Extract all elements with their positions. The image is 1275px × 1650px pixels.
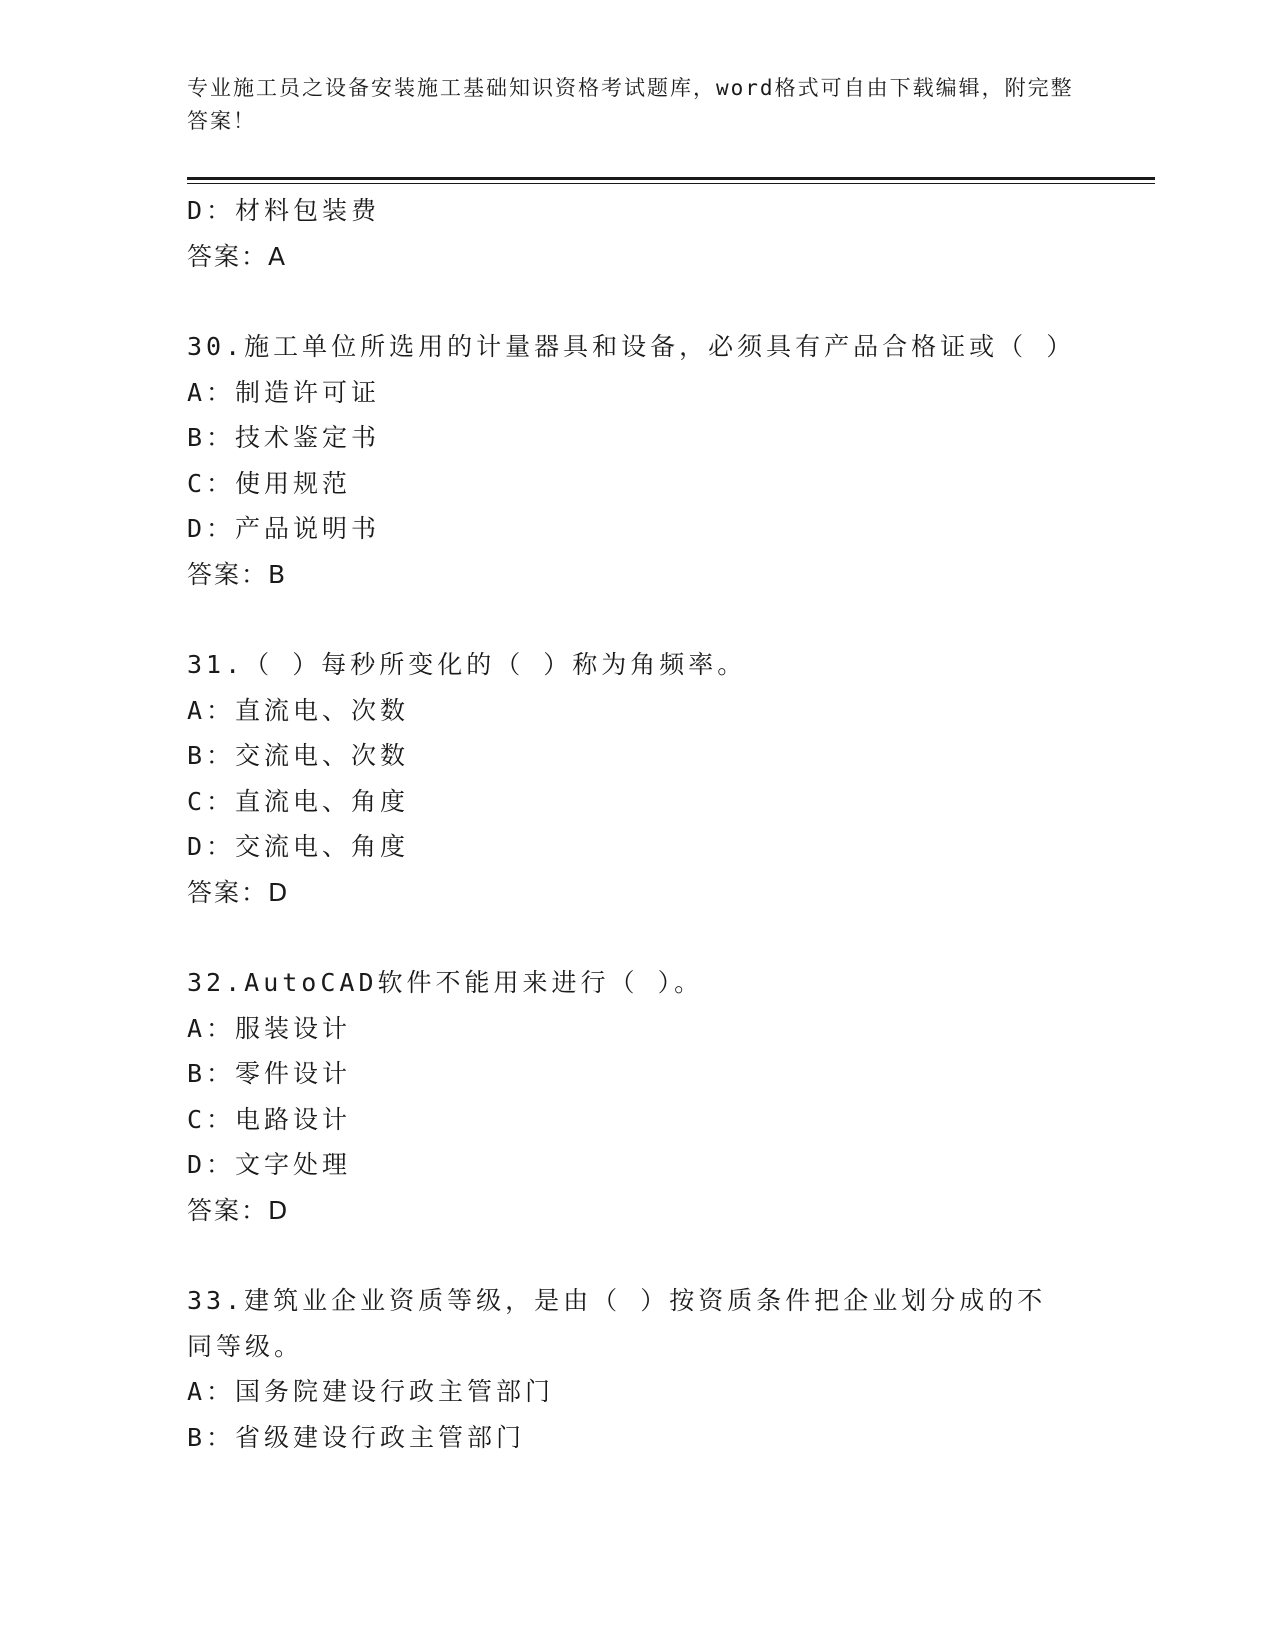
- question-stem: 31.（ ）每秒所变化的（ ）称为角频率。: [187, 650, 747, 679]
- option-d: D：文字处理: [187, 1150, 352, 1179]
- option-c: C：电路设计: [187, 1104, 352, 1134]
- answer: 答案：D: [187, 1195, 290, 1225]
- question-31: [187, 642, 1087, 915]
- answer: 答案：B: [187, 559, 288, 589]
- question-list: [187, 188, 1087, 1460]
- option-d: D：产品说明书: [187, 514, 381, 543]
- option-c: C：使用规范: [187, 468, 352, 498]
- spacer: [187, 915, 1087, 960]
- answer: 答案：D: [187, 877, 290, 907]
- question-30: [187, 324, 1087, 597]
- spacer: [187, 597, 1087, 642]
- option-b: B：技术鉴定书: [187, 423, 381, 452]
- option-d: D：材料包装费: [187, 196, 381, 225]
- option-a: A：国务院建设行政主管部门: [187, 1377, 555, 1406]
- spacer: [187, 279, 1087, 324]
- option-a: A：制造许可证: [187, 377, 381, 407]
- option-a: A：直流电、次数: [187, 695, 410, 725]
- header-rule-thin: [187, 183, 1155, 184]
- option-b: B：省级建设行政主管部门: [187, 1422, 526, 1452]
- header-rule-thick: [187, 177, 1155, 180]
- question-32: [187, 960, 1087, 1233]
- option-b: B：零件设计: [187, 1059, 352, 1088]
- option-d: D：交流电、角度: [187, 832, 410, 861]
- question-stem: 32.AutoCAD软件不能用来进行（ ）。: [187, 968, 704, 997]
- option-c: C：直流电、角度: [187, 786, 410, 816]
- option-a: A：服装设计: [187, 1013, 352, 1043]
- question-stem: 33.建筑业企业资质等级，是由（ ）按资质条件把企业划分成的不同等级。: [187, 1286, 1047, 1361]
- spacer: [187, 1233, 1087, 1278]
- answer: 答案：A: [187, 241, 288, 271]
- question-33: [187, 1278, 1087, 1460]
- option-b: B：交流电、次数: [187, 741, 410, 770]
- page-header: 专业施工员之设备安装施工基础知识资格考试题库，word格式可自由下载编辑，附完整答案！: [187, 76, 1074, 133]
- question-stem: 30.施工单位所选用的计量器具和设备，必须具有产品合格证或（ ）: [187, 332, 1076, 361]
